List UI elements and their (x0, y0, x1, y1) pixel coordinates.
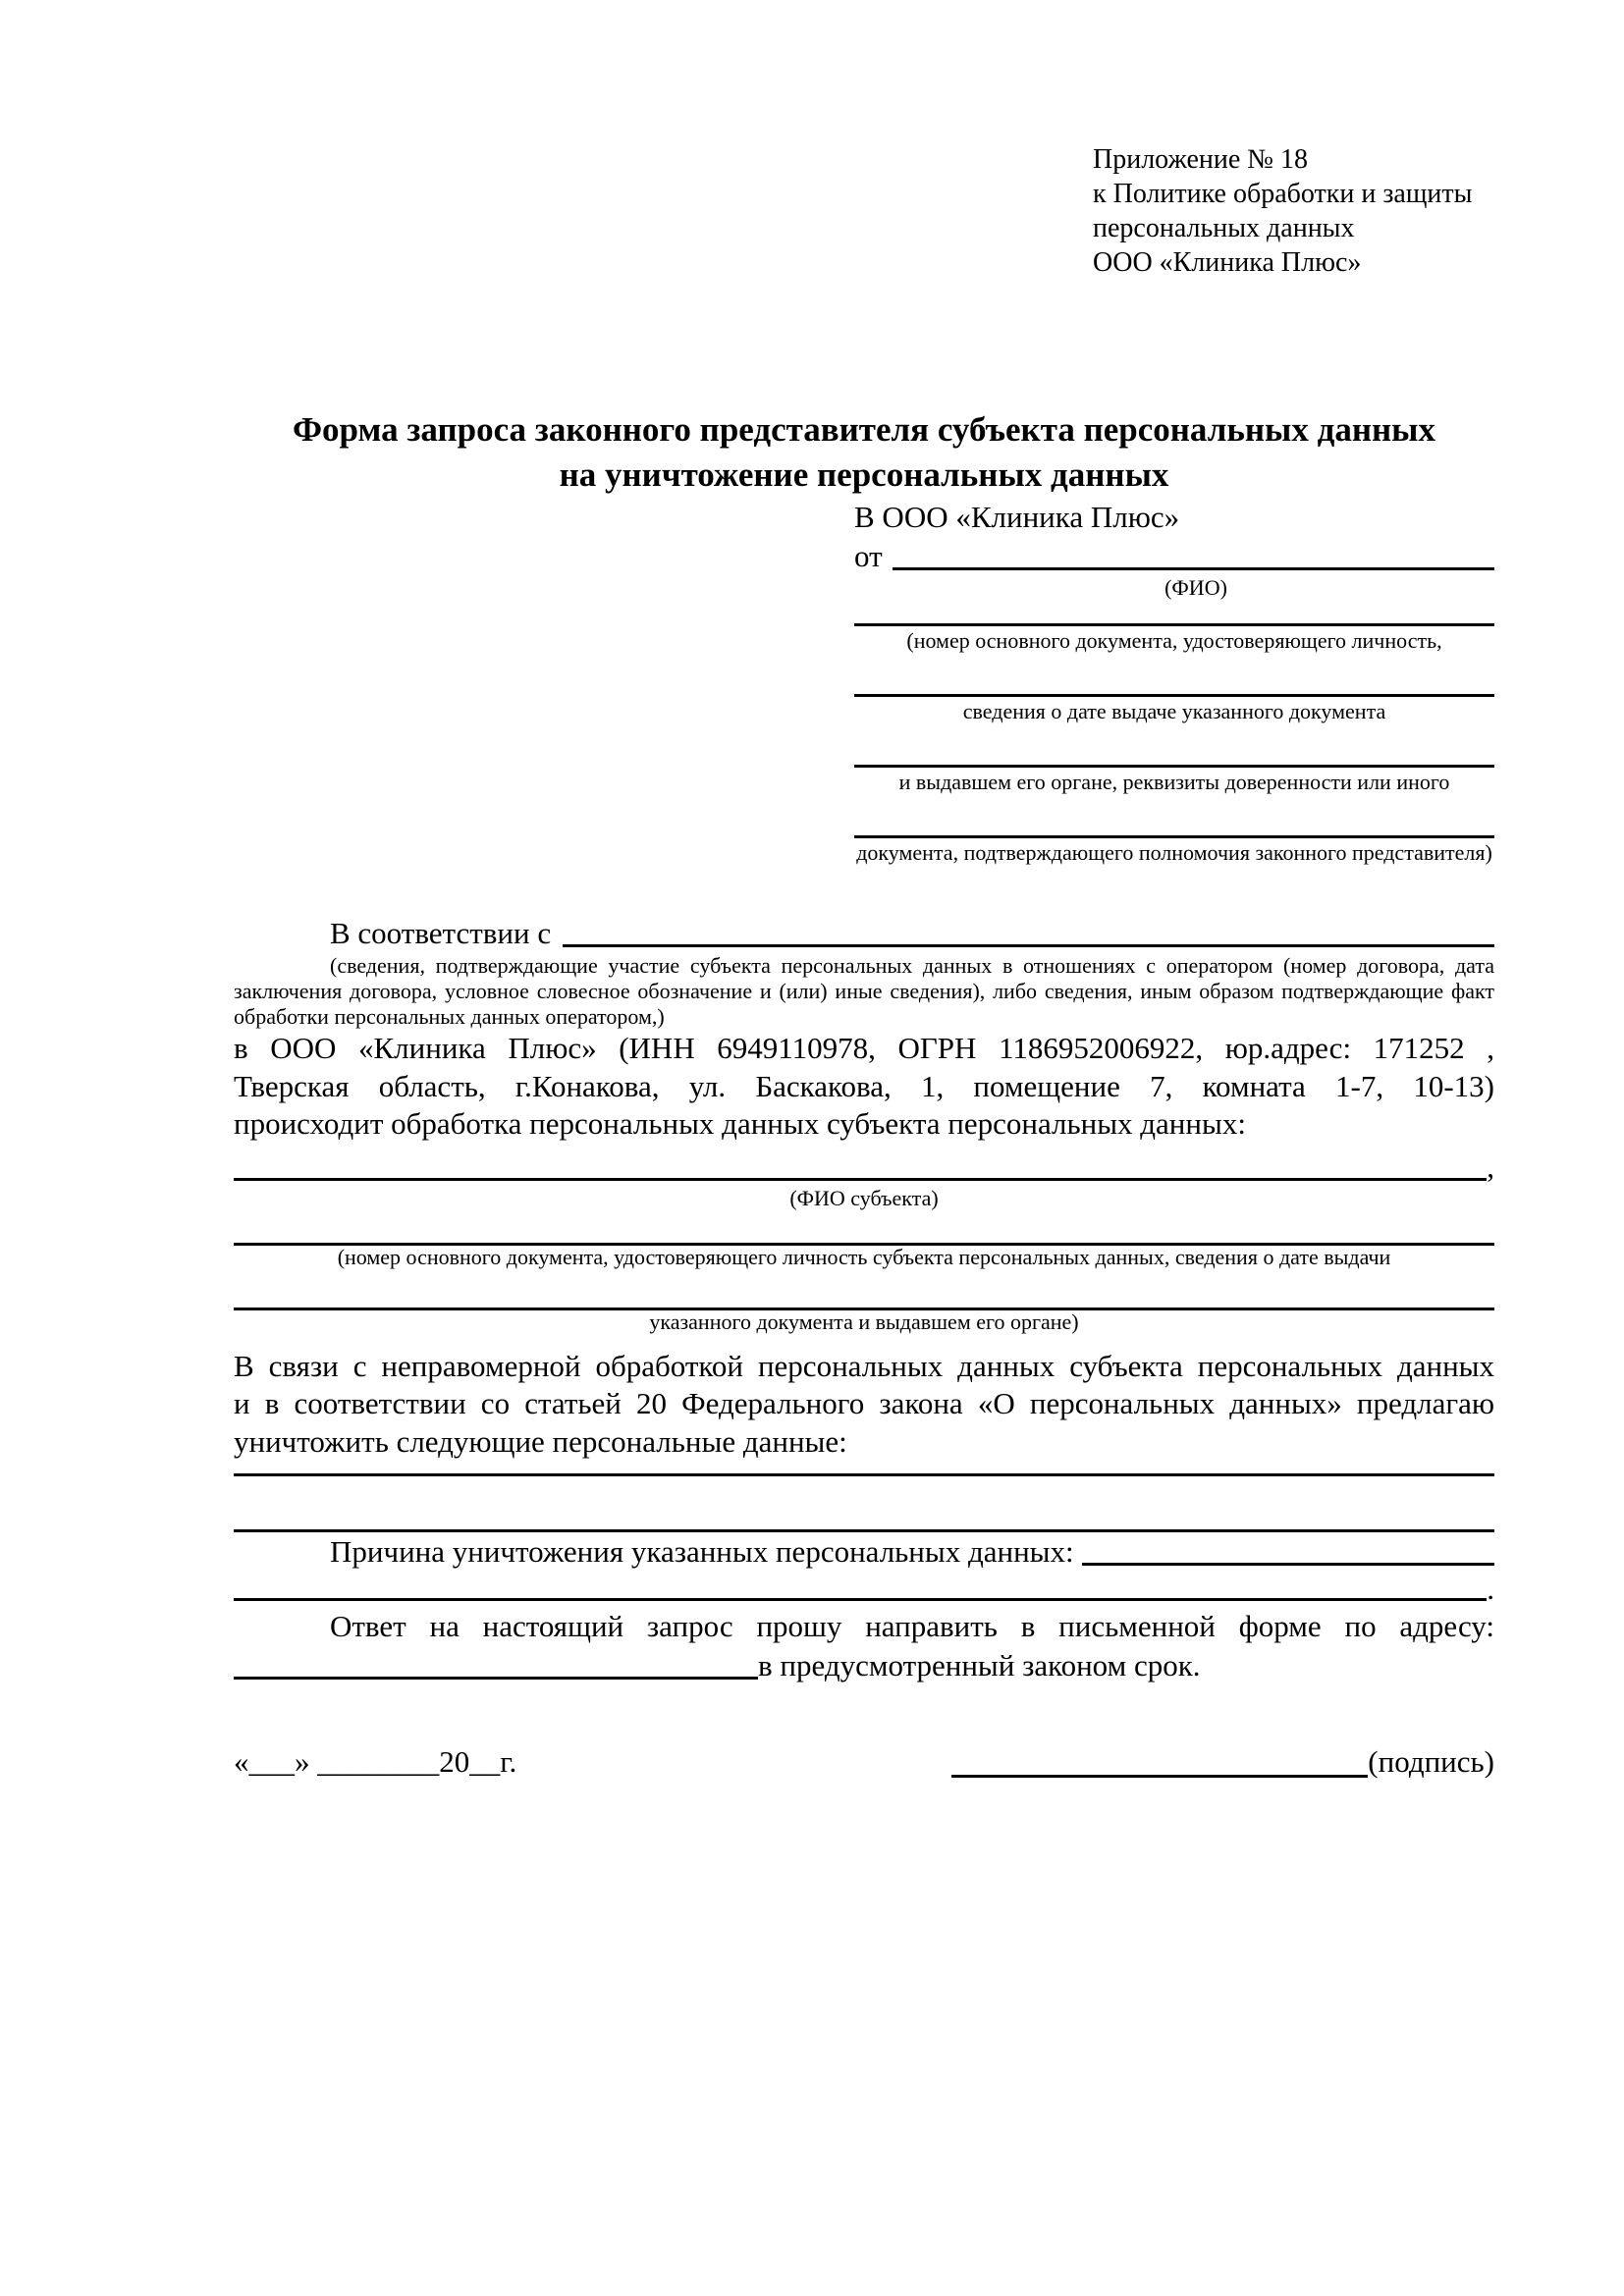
subject-doc-field-line[interactable] (234, 1269, 1494, 1310)
subject-fio-field-line[interactable] (234, 1148, 1487, 1181)
document-title-line-2: на уничтожение персональных данных (559, 455, 1169, 494)
data-list-field-line[interactable] (234, 1461, 1494, 1476)
subject-doc-caption: (номер основного документа, удостоверяющего личность субъекта персональных данных, сведения о дате выдачи (337, 1244, 1391, 1269)
subject-fio-row (234, 1148, 1494, 1187)
subject-fio-caption: (ФИО субъекта) (789, 1185, 939, 1210)
reason-field-line[interactable] (1082, 1532, 1494, 1566)
note-line: заключения договора, условное словесное обозначение и (или) иные сведения), либо сведения, иным образом подтверждающие факт (234, 979, 1494, 1003)
field-caption: сведения о дате выдаче указанного документа (962, 699, 1386, 723)
representative-doc-field-line[interactable] (854, 600, 1494, 626)
representative-doc-field-line[interactable] (854, 741, 1494, 768)
reason-row (234, 1532, 1494, 1572)
accordance-row (234, 914, 1494, 953)
demand-paragraph-line: В связи с неправомерной обработкой персональных данных субъекта персональных данных (234, 1348, 1494, 1383)
representative-name-field-line[interactable] (893, 537, 1494, 570)
subject-doc-caption: указанного документа и выдавшем его органе) (649, 1308, 1079, 1334)
operator-paragraph-line: происходит обработка персональных данных субъекта персональных данных: (234, 1106, 1246, 1141)
document-title (234, 407, 1494, 498)
representative-doc-field (854, 670, 1494, 741)
date-blank[interactable]: «___» ________20__г. (234, 1744, 517, 1779)
operator-paragraph-line: в ООО «Клиника Плюс» (ИНН 6949110978, ОГРН 1186952006922, юр.адрес: 171252 , (234, 1031, 1494, 1065)
reason-continuation-row (234, 1572, 1494, 1607)
field-caption: и выдавшем его органе, реквизиты доверенности или иного (898, 770, 1450, 794)
representative-doc-field (854, 741, 1494, 812)
field-caption: документа, подтверждающего полномочия законного представителя) (856, 840, 1492, 865)
subject-doc-field-line[interactable] (234, 1210, 1494, 1246)
reply-address-row (234, 1646, 1494, 1685)
reason-label: Причина уничтожения указанных персональных данных: (330, 1534, 1074, 1569)
representative-name-row (854, 537, 1494, 576)
representative-doc-field (854, 812, 1494, 882)
representative-doc-field-line[interactable] (854, 670, 1494, 697)
trailing-period: . (1487, 1572, 1494, 1606)
operator-paragraph (234, 1030, 1494, 1144)
accordance-lead: В соответствии с (330, 916, 552, 950)
accordance-field-line[interactable] (563, 914, 1494, 947)
annex-reference-block (1093, 0, 1494, 280)
trailing-comma: , (1487, 1148, 1494, 1184)
representative-doc-field-line[interactable] (854, 812, 1494, 838)
representative-doc-field (854, 600, 1494, 670)
reply-request-line: Ответ на настоящий запрос прошу направить в письменной форме по адресу: (330, 1609, 1494, 1643)
operator-paragraph-line: Тверская область, г.Конакова, ул. Баскакова, 1, помещение 7, комната 1-7, 10-13) (234, 1068, 1494, 1103)
addressee-block (854, 498, 1494, 882)
accordance-note (234, 953, 1494, 1030)
data-list-field-line[interactable] (234, 1476, 1494, 1532)
annex-line: к Политике обработки и защиты (1093, 179, 1473, 209)
demand-paragraph (234, 1348, 1494, 1462)
annex-line: Приложение № 18 (1093, 144, 1308, 175)
demand-paragraph-line: уничтожить следующие персональные данные: (234, 1423, 847, 1459)
document-content (234, 0, 1494, 1784)
reply-address-field-line[interactable] (234, 1646, 758, 1680)
date-signature-row (234, 1740, 1494, 1784)
annex-line: персональных данных (1093, 213, 1355, 243)
demand-paragraph-line: и в соответствии со статьей 20 Федерального закона «О персональных данных» предлагаю (234, 1386, 1494, 1420)
from-label: от (854, 539, 883, 573)
reply-term-text: в предусмотренный законом срок. (758, 1648, 1201, 1682)
note-line: (сведения, подтверждающие участие субъекта персональных данных в отношениях с оператором (номер договора, дата (330, 953, 1494, 978)
field-caption: (номер основного документа, удостоверяющего личность, (906, 628, 1442, 653)
signature-caption: (подпись) (1368, 1744, 1494, 1779)
document-title-line-1: Форма запроса законного представителя субъекта персональных данных (293, 410, 1435, 449)
note-line: обработки персональных данных оператором,) (234, 1004, 665, 1029)
signature-field-line[interactable] (951, 1740, 1368, 1778)
addressee-organization: В ООО «Клиника Плюс» (854, 500, 1180, 534)
annex-line: ООО «Клиника Плюс» (1093, 247, 1362, 278)
fio-caption: (ФИО) (1164, 575, 1227, 600)
reason-field-line[interactable] (234, 1572, 1487, 1601)
